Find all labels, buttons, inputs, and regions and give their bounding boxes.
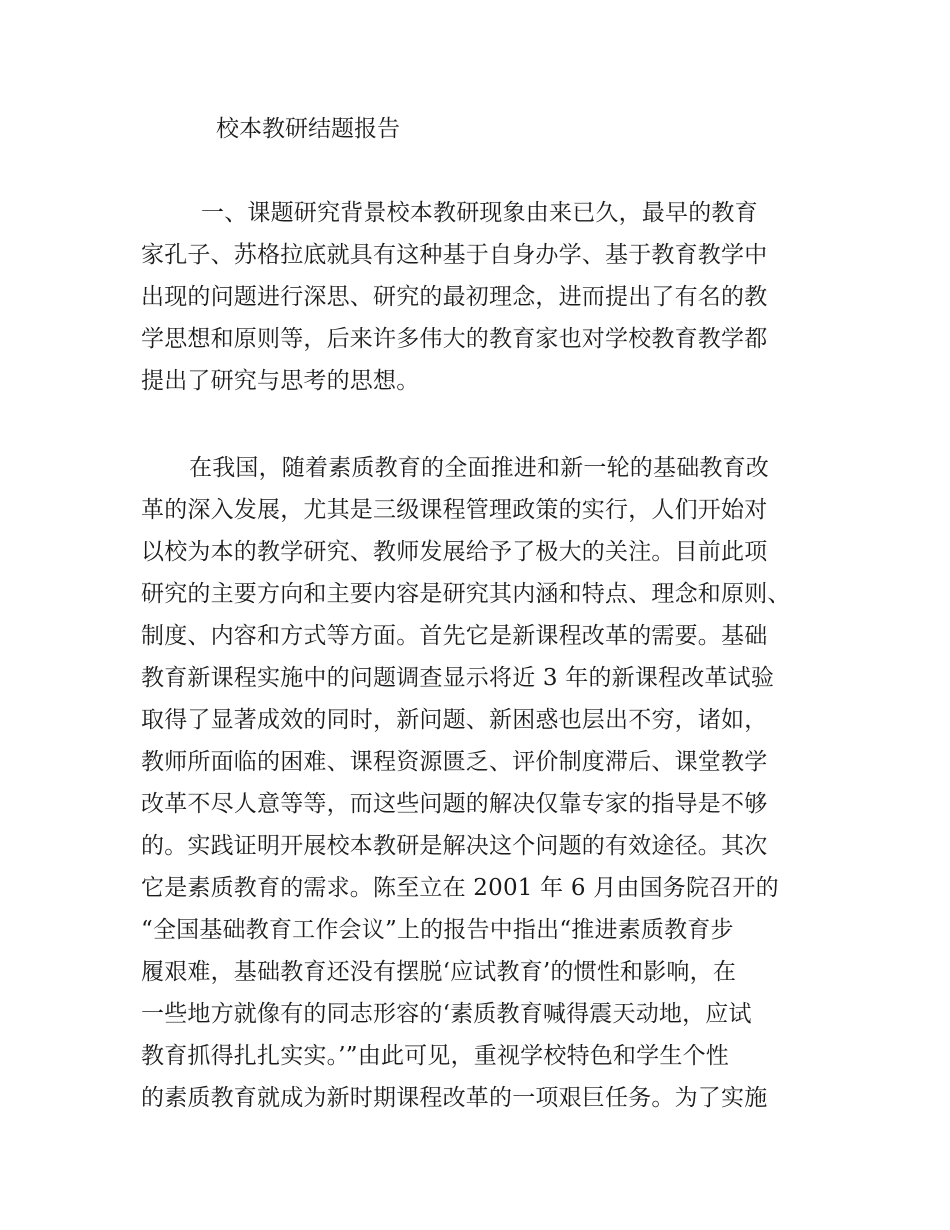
paragraph-line: 履艰难，基础教育还没有摆脱‘应试教育’的惯性和影响，在 [141,959,737,985]
paragraph-line: 教育抓得扎扎实实。’”由此可见，重视学校特色和学生个性 [141,1043,729,1069]
paragraph-line: 提出了研究与思考的思想。 [141,368,420,394]
paragraph-line: 的素质教育就成为新时期课程改革的一项艰巨任务。为了实施 [141,1085,768,1111]
paragraph-background [141,192,841,402]
paragraph-line: 研究的主要方向和主要内容是研究其内涵和特点、理念和原则、 [141,581,791,607]
paragraph-line: 革的深入发展，尤其是三级课程管理政策的实行，人们开始对 [141,497,768,523]
paragraph-line: 家孔子、苏格拉底就具有这种基于自身办学、基于教育教学中 [141,242,768,268]
paragraph-line: 出现的问题进行深思、研究的最初理念，进而提出了有名的教 [141,284,768,310]
paragraph-line: 一、课题研究背景校本教研现象由来已久，最早的教育 [201,200,758,226]
paragraph-line: 以校为本的教学研究、教师发展给予了极大的关注。目前此项 [141,539,768,565]
paragraph-context [141,447,841,1119]
document-title: 校本教研结题报告 [216,116,400,142]
paragraph-line: 制度、内容和方式等方面。首先它是新课程改革的需要。基础 [141,623,768,649]
paragraph-line: 一些地方就像有的同志形容的‘素质教育喊得震天动地，应试 [141,1001,752,1027]
paragraph-line: 教育新课程实施中的问题调查显示将近 3 年的新课程改革试验 [141,665,775,691]
paragraph-line: 取得了显著成效的同时，新问题、新困惑也层出不穷，诸如， [141,707,768,733]
paragraph-line: 教师所面临的困难、课程资源匮乏、评价制度滞后、课堂教学 [141,749,768,775]
paragraph-line: 它是素质教育的需求。陈至立在 2001 年 6 月由国务院召开的 [141,875,779,901]
paragraph-line: 在我国，随着素质教育的全面推进和新一轮的基础教育改 [189,455,769,481]
paragraph-line: 的。实践证明开展校本教研是解决这个问题的有效途径。其次 [141,833,768,859]
paragraph-line: 学思想和原则等，后来许多伟大的教育家也对学校教育教学都 [141,326,768,352]
paragraph-line: “全国基础教育工作会议”上的报告中指出“推进素质教育步 [141,917,734,943]
paragraph-line: 改革不尽人意等等，而这些问题的解决仅靠专家的指导是不够 [141,791,768,817]
